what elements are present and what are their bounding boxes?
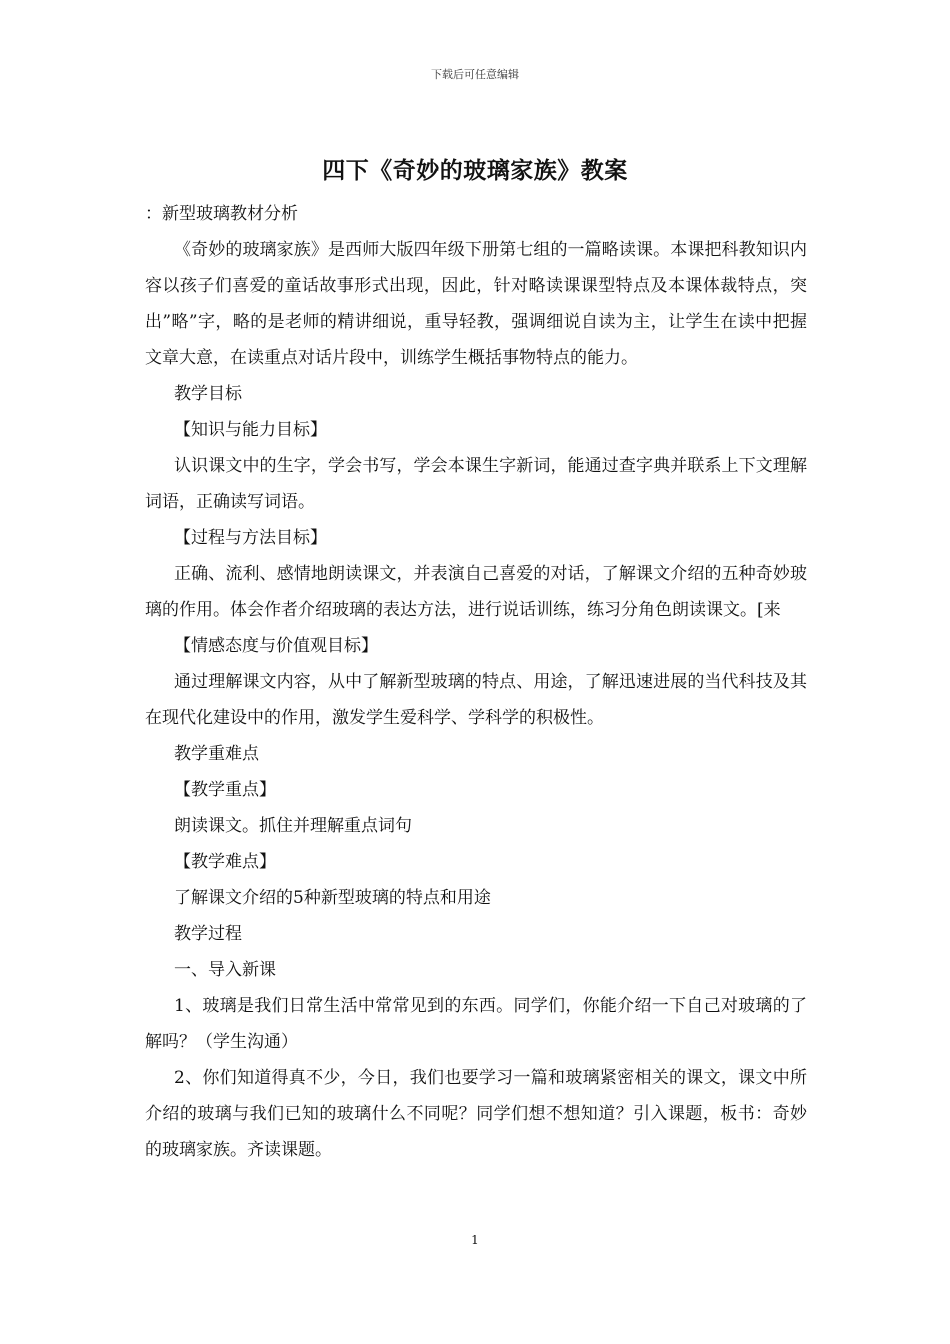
paragraph-emotion-values: 通过理解课文内容，从中了解新型玻璃的特点、用途，了解迅速进展的当代科技及其在现代化建设中的作用，激发学生爱科学、学科学的积极性。 <box>145 672 807 728</box>
subheading-emotion-values: 【情感态度与价值观目标】 <box>174 636 378 656</box>
document-title: 四下《奇妙的玻璃家族》教案 <box>322 157 628 184</box>
subheading-process-method: 【过程与方法目标】 <box>174 528 327 548</box>
page-number: 1 <box>471 1233 479 1247</box>
heading-teaching-goals: 教学目标 <box>174 384 242 404</box>
subheading-introduction: 一、导入新课 <box>174 960 276 980</box>
paragraph-step-2: 2、你们知道得真不少，今日，我们也要学习一篇和玻璃紧密相关的课文，课文中所介绍的玻璃与我们已知的玻璃什么不同呢？同学们想不想知道？引入课题，板书：奇妙的玻璃家族。齐读课题。 <box>145 1068 807 1160</box>
document-body <box>145 196 807 1168</box>
section-intro: ：新型玻璃教材分析 <box>145 204 298 224</box>
paragraph-step-1: 1、玻璃是我们日常生活中常常见到的东西。同学们，你能介绍一下自己对玻璃的了解吗？（学生沟通） <box>145 996 807 1052</box>
paragraph-process-method: 正确、流利、感情地朗读课文，并表演自己喜爱的对话，了解课文介绍的五种奇妙玻璃的作用。体会作者介绍玻璃的表达方法，进行说话训练，练习分角色朗读课文。[来 <box>145 564 807 620</box>
paragraph-key-points: 朗读课文。抓住并理解重点词句 <box>174 816 412 836</box>
page-header-note: 下载后可任意编辑 <box>431 68 519 81</box>
paragraph-difficult-points: 了解课文介绍的5种新型玻璃的特点和用途 <box>174 888 491 908</box>
heading-key-difficult-points: 教学重难点 <box>174 744 259 764</box>
heading-teaching-process: 教学过程 <box>174 924 242 944</box>
subheading-knowledge-ability: 【知识与能力目标】 <box>174 420 327 440</box>
subheading-key-points: 【教学重点】 <box>174 780 276 800</box>
subheading-difficult-points: 【教学难点】 <box>174 852 276 872</box>
paragraph-analysis: 《奇妙的玻璃家族》是西师大版四年级下册第七组的一篇略读课。本课把科教知识内容以孩子们喜爱的童话故事形式出现，因此，针对略读课课型特点及本课体裁特点，突出”略”字，略的是老师的精讲细说，重导轻教，强调细说自读为主，让学生在读中把握文章大意，在读重点对话片段中，训练学生概括事物特点的能力。 <box>145 240 807 368</box>
paragraph-knowledge-ability: 认识课文中的生字，学会书写，学会本课生字新词，能通过查字典并联系上下文理解词语，正确读写词语。 <box>145 456 807 512</box>
